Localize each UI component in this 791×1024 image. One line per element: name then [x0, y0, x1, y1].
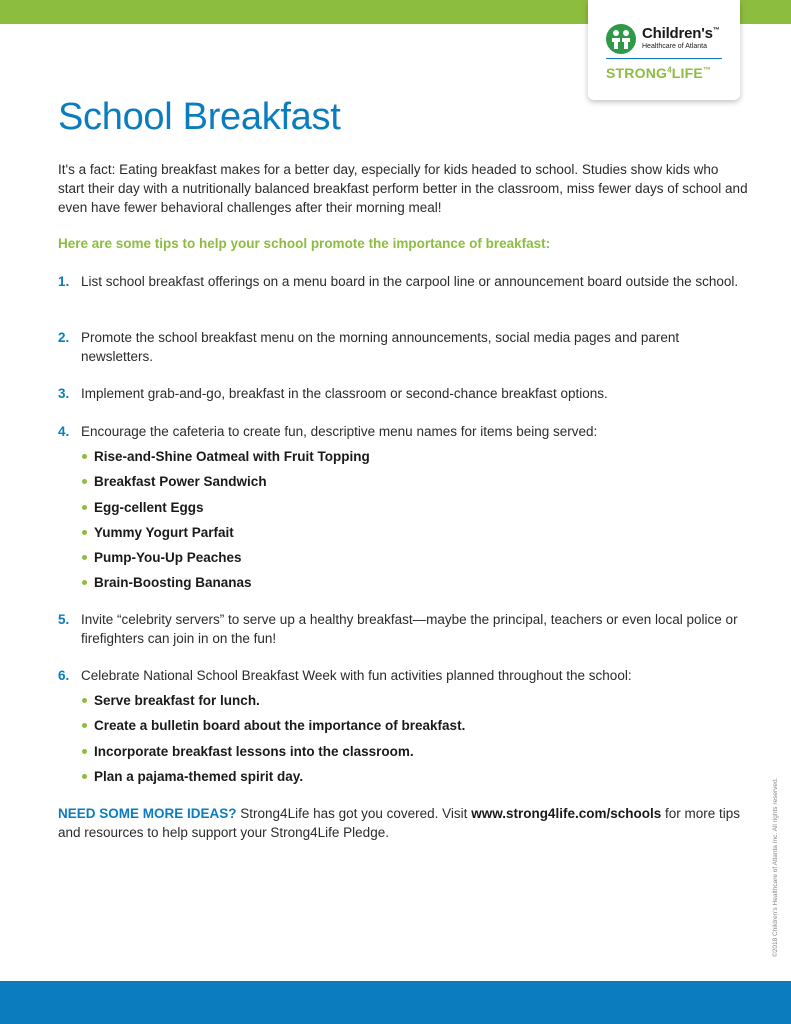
tip-text: List school breakfast offerings on a menu board in the carpool line or announcement board outside the school.	[81, 274, 739, 289]
tip-text: Invite “celebrity servers” to serve up a healthy breakfast—maybe the principal, teachers or even local police or firefighters can join in on the fun!	[81, 612, 738, 646]
strong4life-brand: STRONG$^4$LIFE™	[606, 65, 712, 81]
copyright-notice: ©2018 Children's Healthcare of Atlanta Inc. All rights reserved.	[772, 777, 779, 957]
bullet-dot-icon	[82, 723, 87, 728]
logo-subtitle: Healthcare of Atlanta	[642, 43, 707, 50]
closing-paragraph	[58, 804, 748, 842]
tip-item-2	[58, 328, 748, 366]
tip-number: 6.	[58, 668, 70, 683]
bullet-dot-icon	[82, 454, 87, 459]
page-title: School Breakfast	[58, 96, 341, 138]
closing-text-end: for more tips and resources to help support your Strong4Life Pledge.	[58, 806, 741, 840]
bullet-dot-icon	[82, 479, 87, 484]
tip-item-6	[58, 666, 748, 685]
activity-list	[82, 691, 465, 792]
list-item: Breakfast Power Sandwich	[82, 472, 370, 497]
strong4life-schools-link[interactable]: www.strong4life.com/schools	[471, 806, 662, 821]
bullet-dot-icon	[82, 580, 87, 585]
list-item: Serve breakfast for lunch.	[82, 691, 465, 716]
tip-text: Promote the school breakfast menu on the morning announcements, social media pages and parent newsletters.	[81, 330, 680, 364]
closing-text: Strong4Life has got you covered. Visit	[236, 806, 472, 821]
bullet-dot-icon	[82, 698, 87, 703]
tip-text: Celebrate National School Breakfast Week with fun activities planned throughout the school:	[81, 668, 632, 683]
tips-heading: Here are some tips to help your school promote the importance of breakfast:	[58, 236, 551, 251]
tip-item-5	[58, 610, 748, 648]
tip-number: 3.	[58, 386, 70, 401]
intro-paragraph: It's a fact: Eating breakfast makes for a better day, especially for kids headed to school. Studies show kids who start their day with a nutritionally balanced breakfast perform better in the classroom, miss fewer days of school and even have fewer behavioral challenges after their morning meal!	[58, 162, 748, 215]
list-item: Incorporate breakfast lessons into the classroom.	[82, 742, 465, 767]
list-item: Create a bulletin board about the importance of breakfast.	[82, 716, 465, 741]
tip-item-1	[58, 272, 748, 291]
tip-item-3	[58, 384, 748, 403]
tip-text: Implement grab-and-go, breakfast in the classroom or second-chance breakfast options.	[81, 386, 608, 401]
bottom-accent-bar	[0, 981, 791, 1024]
list-item: Plan a pajama-themed spirit day.	[82, 767, 465, 792]
bullet-dot-icon	[82, 749, 87, 754]
tip-number: 2.	[58, 330, 70, 345]
logo-card	[588, 0, 740, 100]
tip-number: 1.	[58, 274, 70, 289]
menu-name-list	[82, 447, 370, 599]
logo-name: Children's™	[642, 25, 720, 42]
list-item: Rise-and-Shine Oatmeal with Fruit Topping	[82, 447, 370, 472]
closing-lead: NEED SOME MORE IDEAS?	[58, 806, 237, 821]
children-logo-icon	[606, 24, 636, 54]
bullet-dot-icon	[82, 555, 87, 560]
list-item: Pump-You-Up Peaches	[82, 548, 370, 573]
tip-number: 4.	[58, 424, 70, 439]
bullet-dot-icon	[82, 774, 87, 779]
tip-item-4	[58, 422, 748, 441]
list-item: Yummy Yogurt Parfait	[82, 523, 370, 548]
tip-number: 5.	[58, 612, 70, 627]
tip-text: Encourage the cafeteria to create fun, descriptive menu names for items being served:	[81, 424, 598, 439]
bullet-dot-icon	[82, 505, 87, 510]
list-item: Egg-cellent Eggs	[82, 498, 370, 523]
logo-divider	[606, 58, 722, 59]
bullet-dot-icon	[82, 530, 87, 535]
list-item: Brain-Boosting Bananas	[82, 573, 370, 598]
